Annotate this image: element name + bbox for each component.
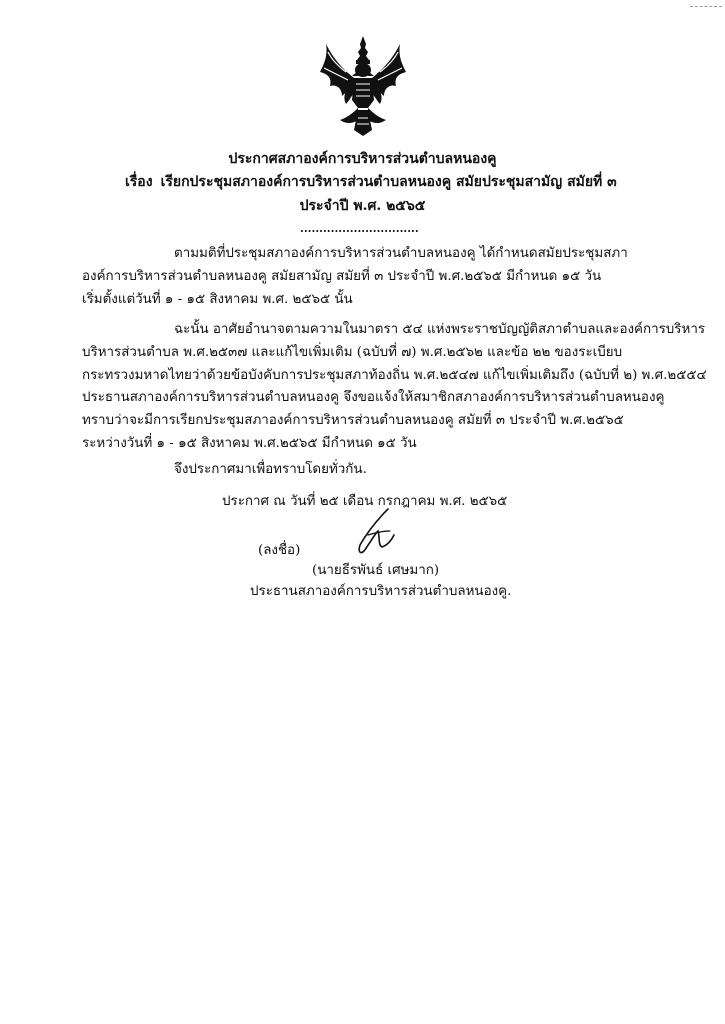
paragraph-line: ระหว่างวันที่ ๑ - ๑๕ สิงหาคม พ.ศ.๒๕๖๕ มีกำหนด ๑๕ วัน bbox=[82, 435, 417, 451]
paragraph-1 bbox=[82, 243, 645, 311]
paragraph-2 bbox=[82, 319, 707, 456]
year-line: ประจำปี พ.ศ. ๒๕๖๕ bbox=[299, 198, 426, 214]
signer-name: (นายธีรพันธ์ เศษมาก) bbox=[312, 563, 440, 578]
garuda-emblem-icon bbox=[316, 34, 410, 138]
separator-dots: ............................... bbox=[300, 222, 419, 235]
subject-line bbox=[125, 171, 625, 193]
subject-label: เรื่อง bbox=[125, 174, 153, 190]
announcement-header bbox=[0, 147, 725, 171]
paragraph-line: ประธานสภาองค์การบริหารส่วนตำบลหนองคู จึงขอแจ้งให้สมาชิกสภาองค์การบริหารส่วนตำบลหนองคู bbox=[82, 390, 665, 406]
paragraph-line: ฉะนั้น อาศัยอำนาจตามความในมาตรา ๕๔ แห่งพระราชบัญญัติสภาตำบลและองค์การบริหาร bbox=[174, 322, 706, 337]
closing-statement: จึงประกาศมาเพื่อทราบโดยทั่วกัน. bbox=[174, 462, 367, 477]
handwritten-signature bbox=[338, 505, 404, 561]
paragraph-line: เริ่มตั้งแต่วันที่ ๑ - ๑๕ สิงหาคม พ.ศ. ๒๕๖๕ นั้น bbox=[82, 291, 353, 307]
subject-text: เรียกประชุมสภาองค์การบริหารส่วนตำบลหนองคู สมัยประชุมสามัญ สมัยที่ ๓ bbox=[160, 174, 617, 190]
sign-label: (ลงชื่อ) bbox=[258, 543, 301, 558]
signer-position: ประธานสภาองค์การบริหารส่วนตำบลหนองคู. bbox=[250, 584, 512, 599]
scan-artifact bbox=[690, 6, 722, 8]
announcement-title: ประกาศสภาองค์การบริหารส่วนตำบลหนองคู bbox=[228, 151, 497, 167]
paragraph-line: กระทรวงมหาดไทยว่าด้วยข้อบังคับการประชุมสภาท้องถิ่น พ.ศ.๒๕๔๗ แก้ไขเพิ่มเติมถึง (ฉบับที่ ๒) พ.ศ.๒๕๕๔ bbox=[82, 367, 707, 383]
paragraph-line: บริหารส่วนตำบล พ.ศ.๒๕๓๗ และแก้ไขเพิ่มเติม (ฉบับที่ ๗) พ.ศ.๒๕๖๒ และข้อ ๒๒ ของระเบียบ bbox=[82, 344, 623, 360]
paragraph-line: ทราบว่าจะมีการเรียกประชุมสภาองค์การบริหารส่วนตำบลหนองคู สมัยที่ ๓ ประจำปี พ.ศ.๒๕๖๕ bbox=[82, 413, 624, 429]
paragraph-line: ตามมติที่ประชุมสภาองค์การบริหารส่วนตำบลหนองคู ได้กำหนดสมัยประชุมสภา bbox=[174, 246, 628, 261]
paragraph-line: องค์การบริหารส่วนตำบลหนองคู สมัยสามัญ สมัยที่ ๓ ประจำปี พ.ศ.๒๕๖๕ มีกำหนด ๑๕ วัน bbox=[82, 268, 602, 284]
announcement-date: ประกาศ ณ วันที่ ๒๕ เดือน กรกฎาคม พ.ศ. ๒๕๖๕ bbox=[222, 494, 508, 509]
